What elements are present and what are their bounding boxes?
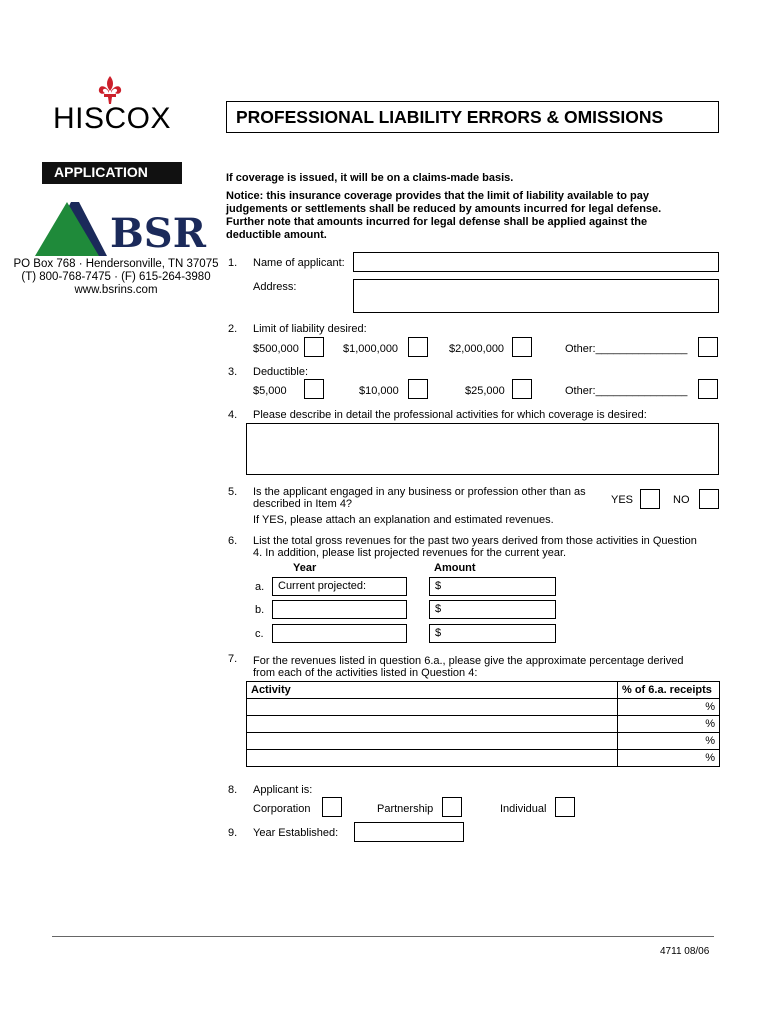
agency-phones: (T) 800-768-7475 · (F) 615-264-3980	[21, 271, 211, 283]
limit-option-label: $500,000	[253, 343, 299, 355]
q6-row-letter: b.	[255, 604, 265, 616]
applicant-address-field[interactable]	[353, 279, 719, 313]
hiscox-logo	[48, 72, 173, 138]
partnership-checkbox[interactable]	[442, 797, 462, 817]
table-row	[247, 716, 720, 733]
deductible-other-checkbox[interactable]	[698, 379, 718, 399]
q1-address-label: Address:	[253, 281, 297, 293]
agency-street: PO Box 768 · Hendersonville, TN 37075	[13, 258, 219, 270]
limit-other-label: Other:_______________	[565, 343, 688, 355]
deductible-10k-checkbox[interactable]	[408, 379, 428, 399]
bsr-wordmark: BSR	[110, 210, 206, 257]
q6-line2: 4. In addition, please list projected revenues for the current year.	[253, 547, 567, 559]
table-row	[247, 733, 720, 750]
q5-line1: Is the applicant engaged in any business or profession other than as	[253, 486, 586, 498]
deductible-option-label: $10,000	[359, 385, 399, 397]
limit-500k-checkbox[interactable]	[304, 337, 324, 357]
q6-amount-field[interactable]: $	[429, 577, 556, 596]
activity-cell[interactable]	[247, 716, 618, 733]
q8-label: Applicant is:	[253, 784, 313, 796]
fleur-de-lis-icon	[97, 75, 123, 105]
q5-no-checkbox[interactable]	[699, 489, 719, 509]
table-row	[247, 750, 720, 767]
q5-note: If YES, please attach an explanation and estimated revenues.	[253, 514, 554, 526]
bsr-logo-icon	[33, 200, 113, 258]
limit-2m-checkbox[interactable]	[512, 337, 532, 357]
q6-year-field[interactable]	[272, 600, 407, 619]
corporation-checkbox[interactable]	[322, 797, 342, 817]
year-established-field[interactable]	[354, 822, 464, 842]
q5-yes-checkbox[interactable]	[640, 489, 660, 509]
application-label: APPLICATION	[42, 162, 182, 184]
limit-other-checkbox[interactable]	[698, 337, 718, 357]
q7-line2: from each of the activities listed in Question 4:	[253, 667, 478, 679]
form-code: 4711 08/06	[660, 946, 710, 957]
limit-1m-checkbox[interactable]	[408, 337, 428, 357]
limit-option-label: $1,000,000	[343, 343, 399, 355]
q4-label: Please describe in detail the professional activities for which coverage is desired:	[253, 409, 647, 421]
year-header: Year	[293, 562, 317, 574]
percent-cell[interactable]: %	[618, 699, 720, 716]
q3-number: 3.	[228, 366, 238, 378]
q5-line2: described in Item 4?	[253, 498, 353, 510]
q5-yes-label: YES	[611, 494, 634, 506]
q8-number: 8.	[228, 784, 238, 796]
q9-number: 9.	[228, 827, 238, 839]
percent-cell[interactable]: %	[618, 733, 720, 750]
q2-number: 2.	[228, 323, 238, 335]
applicant-type-label: Partnership	[377, 803, 434, 815]
q6-amount-field[interactable]: $	[429, 624, 556, 643]
q4-number: 4.	[228, 409, 238, 421]
q6-amount-field[interactable]: $	[429, 600, 556, 619]
q6-line1: List the total gross revenues for the past two years derived from those activities in Question	[253, 535, 697, 547]
activity-column-header: Activity	[247, 682, 618, 699]
q7-number: 7.	[228, 653, 238, 665]
table-header-row	[247, 682, 720, 699]
deductible-option-label: $25,000	[465, 385, 505, 397]
q6-row-letter: c.	[255, 628, 264, 640]
activities-description-field[interactable]	[246, 423, 719, 475]
percent-cell[interactable]: %	[618, 716, 720, 733]
applicant-type-label: Individual	[500, 803, 547, 815]
hiscox-wordmark: HISCOX	[53, 102, 172, 135]
claims-made-note: If coverage is issued, it will be on a claims-made basis.	[226, 172, 514, 184]
q5-no-label: NO	[673, 494, 690, 506]
q5-number: 5.	[228, 486, 238, 498]
notice-text: Notice: this insurance coverage provides that the limit of liability available to pay judgements or settlements shall be reduced by amounts incurred for legal defense. Further note that amounts incurred for legal defense shall be applied against the deductible amount.	[226, 190, 662, 241]
q7-question	[253, 655, 684, 679]
q1-name-label: Name of applicant:	[253, 257, 345, 269]
activity-percentage-table	[246, 681, 720, 767]
q5-question	[253, 486, 586, 510]
applicant-type-label: Corporation	[253, 803, 311, 815]
percent-column-header: % of 6.a. receipts	[618, 682, 720, 699]
deductible-option-label: $5,000	[253, 385, 287, 397]
q9-label: Year Established:	[253, 827, 339, 839]
q6-year-field[interactable]	[272, 624, 407, 643]
footer-divider	[52, 936, 714, 937]
activity-cell[interactable]	[247, 750, 618, 767]
amount-header: Amount	[434, 562, 476, 574]
q1-number: 1.	[228, 257, 238, 269]
agency-address	[8, 258, 224, 297]
applicant-name-field[interactable]	[353, 252, 719, 272]
q7-line1: For the revenues listed in question 6.a., please give the approximate percentage derived	[253, 655, 684, 667]
limit-option-label: $2,000,000	[449, 343, 505, 355]
q2-label: Limit of liability desired:	[253, 323, 367, 335]
q6-question	[253, 535, 697, 559]
activity-cell[interactable]	[247, 733, 618, 750]
table-row	[247, 699, 720, 716]
q6-row-letter: a.	[255, 581, 265, 593]
individual-checkbox[interactable]	[555, 797, 575, 817]
deductible-other-label: Other:_______________	[565, 385, 688, 397]
percent-cell[interactable]: %	[618, 750, 720, 767]
deductible-25k-checkbox[interactable]	[512, 379, 532, 399]
form-title: PROFESSIONAL LIABILITY ERRORS & OMISSIONS	[226, 101, 719, 133]
q3-label: Deductible:	[253, 366, 309, 378]
deductible-5k-checkbox[interactable]	[304, 379, 324, 399]
activity-cell[interactable]	[247, 699, 618, 716]
agency-web: www.bsrins.com	[74, 284, 158, 296]
q6-number: 6.	[228, 535, 238, 547]
q6-year-field[interactable]: Current projected:	[272, 577, 407, 596]
